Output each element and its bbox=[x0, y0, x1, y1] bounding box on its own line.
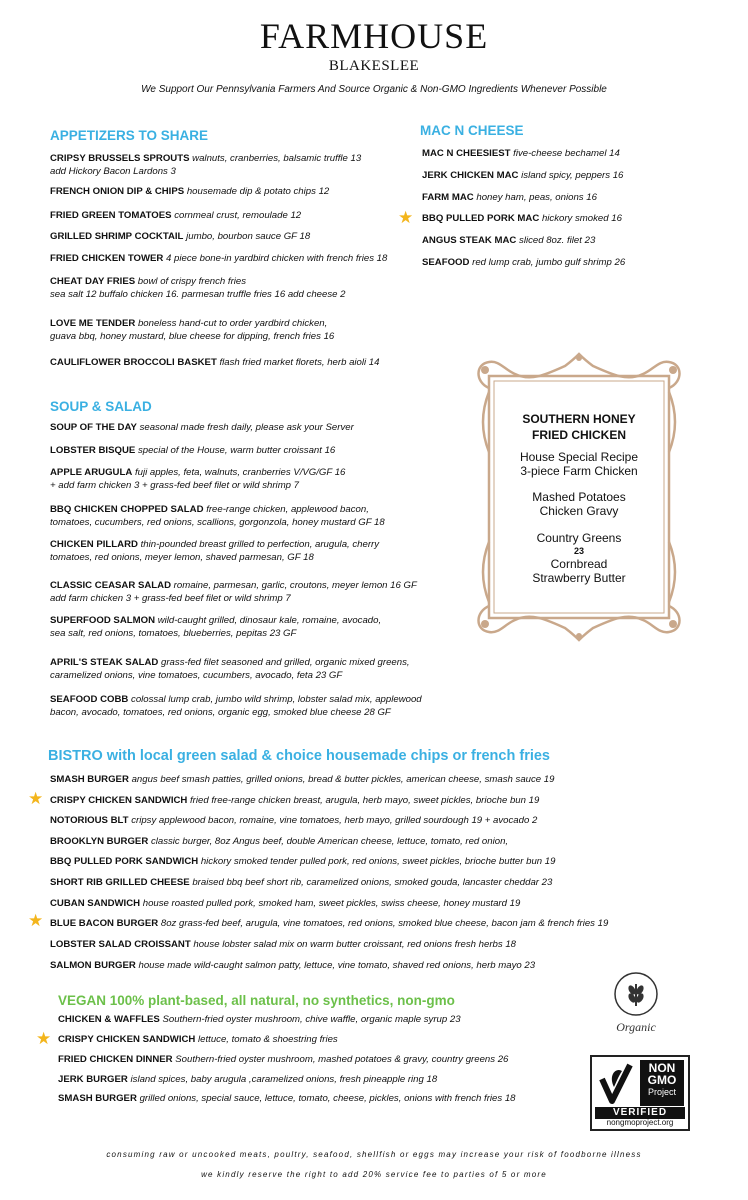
special-line: Country Greens bbox=[536, 531, 622, 545]
menu-item: SMASH BURGER angus beef smash patties, grilled onions, bread & butter pickles, american cheese, smash sauce 19 bbox=[50, 774, 555, 785]
menu-item: CRISPY CHICKEN SANDWICH fried free-range chicken breast, arugula, herb mayo, sweet pickles, brioche bun 19 bbox=[50, 795, 540, 806]
star-icon: ★ bbox=[28, 789, 44, 808]
menu-item: JERK BURGER island spices, baby arugula ,caramelized onions, fresh pineapple ring 18 bbox=[58, 1074, 438, 1085]
verified-label: VERIFIED bbox=[595, 1107, 685, 1119]
menu-item: APPLE ARUGULA fuji apples, feta, walnuts, cranberries V/VG/GF 16 + add farm chicken 3 + grass-fed beef filet or wild shrimp 7 bbox=[50, 467, 346, 491]
menu-item: CUBAN SANDWICH house roasted pulled pork, smoked ham, sweet pickles, swiss cheese, honey mustard 19 bbox=[50, 898, 521, 909]
star-icon: ★ bbox=[28, 911, 44, 930]
special-price: 23 bbox=[573, 546, 584, 556]
special-line: Strawberry Butter bbox=[532, 571, 626, 585]
menu-item: CRISPY CHICKEN SANDWICH lettuce, tomato & shoestring fries bbox=[58, 1034, 338, 1045]
special-title: FRIED CHICKEN bbox=[531, 428, 626, 442]
menu-item: LOVE ME TENDER boneless hand-cut to order yardbird chicken, guava bbq, honey mustard, blue cheese for dipping, french fries 16 bbox=[50, 318, 335, 342]
menu-item: LOBSTER BISQUE special of the House, warm butter croissant 16 bbox=[50, 445, 336, 456]
menu-item: SALMON BURGER house made wild-caught salmon patty, lettuce, vine tomato, shaved red onions, herb mayo 23 bbox=[50, 960, 536, 971]
menu-item: FRIED CHICKEN TOWER 4 piece bone-in yardbird chicken with french fries 18 bbox=[50, 253, 388, 264]
menu-item: CHEAT DAY FRIES bowl of crispy french fries sea salt 12 buffalo chicken 16. parmesan truffle fries 16 add cheese 2 bbox=[50, 276, 346, 300]
menu-item: CHICKEN & WAFFLES Southern-fried oyster mushroom, chive waffle, organic maple syrup 23 bbox=[58, 1014, 461, 1025]
project-text: Project bbox=[647, 1087, 676, 1097]
special-line: Mashed Potatoes bbox=[532, 490, 626, 504]
star-icon: ★ bbox=[36, 1029, 52, 1048]
gmo-text: GMO bbox=[647, 1073, 677, 1087]
appetizers-heading: APPETIZERS TO SHARE bbox=[50, 128, 209, 143]
menu-item: APRIL'S STEAK SALAD grass-fed filet seasoned and grilled, organic mixed greens, caramelized onions, vine tomatoes, cucumbers, avocado, feta 23 GF bbox=[50, 657, 410, 681]
bistro-heading: BISTRO with local green salad & choice housemade chips or french fries bbox=[48, 748, 550, 764]
menu-item: FRIED CHICKEN DINNER Southern-fried oyster mushroom, mashed potatoes & gravy, country greens 26 bbox=[58, 1054, 509, 1065]
service-fee-notice: we kindly reserve the right to add 20% service fee to parties of 5 or more bbox=[201, 1170, 547, 1179]
menu-item: ANGUS STEAK MAC sliced 8oz. filet 23 bbox=[422, 235, 596, 246]
menu-item: CHICKEN PILLARD thin-pounded breast grilled to perfection, arugula, cherry tomatoes, red onions, meyer lemon, shaved parmesan, GF 18 bbox=[50, 539, 380, 563]
food-safety-notice: consuming raw or uncooked meats, poultry, seafood, shellfish or eggs may increase your risk of foodborne illness bbox=[106, 1150, 642, 1159]
mac-heading: MAC N CHEESE bbox=[420, 123, 524, 138]
vegan-heading: VEGAN 100% plant-based, all natural, no synthetics, non-gmo bbox=[58, 993, 455, 1008]
menu-item: SEAFOOD COBB colossal lump crab, jumbo wild shrimp, lobster salad mix, applewood bacon, avocado, tomatoes, red onions, organic egg, smoked blue cheese 28 GF bbox=[50, 694, 422, 718]
soup-salad-heading: SOUP & SALAD bbox=[50, 399, 152, 414]
menu-item: SHORT RIB GRILLED CHEESE braised bbq beef short rib, caramelized onions, smoked gouda, lancaster cheddar 23 bbox=[50, 877, 553, 888]
special-line: Chicken Gravy bbox=[539, 504, 619, 518]
menu-item: BBQ PULLED PORK SANDWICH hickory smoked tender pulled pork, red onions, sweet pickles, brioche butter bun 19 bbox=[50, 856, 556, 867]
special-line: Cornbread bbox=[550, 557, 608, 571]
menu-item: CAULIFLOWER BROCCOLI BASKET flash fried market florets, herb aioli 14 bbox=[50, 357, 380, 368]
non-text: NON bbox=[648, 1061, 676, 1075]
restaurant-title: FARMHOUSE bbox=[259, 16, 489, 56]
menu-item: BLUE BACON BURGER 8oz grass-fed beef, arugula, vine tomatoes, red onions, smoked blue cheese, bacon jam & french fries 19 bbox=[50, 918, 609, 929]
menu-item: SMASH BURGER grilled onions, special sauce, lettuce, tomato, cheese, pickles, onions with french fries 18 bbox=[58, 1093, 516, 1104]
menu-item: CRIPSY BRUSSELS SPROUTS walnuts, cranberries, balsamic truffle 13 add Hickory Bacon Lardons 3 bbox=[50, 153, 362, 177]
special-line: 3-piece Farm Chicken bbox=[520, 464, 638, 478]
menu-item: FRIED GREEN TOMATOES cornmeal crust, remoulade 12 bbox=[50, 210, 302, 221]
menu-item: SEAFOOD red lump crab, jumbo gulf shrimp 26 bbox=[422, 257, 626, 268]
menu-item: NOTORIOUS BLT cripsy applewood bacon, romaine, vine tomatoes, herb mayo, grilled sourdough 19 + avocado 2 bbox=[50, 815, 538, 826]
menu-item: FARM MAC honey ham, peas, onions 16 bbox=[422, 192, 597, 203]
menu-item: SOUP OF THE DAY seasonal made fresh daily, please ask your Server bbox=[50, 422, 354, 433]
menu-item: MAC N CHEESIEST five-cheese bechamel 14 bbox=[422, 148, 620, 159]
tagline: We Support Our Pennsylvania Farmers And Source Organic & Non-GMO Ingredients Whenever Possible bbox=[141, 84, 607, 95]
menu-item: GRILLED SHRIMP COCKTAIL jumbo, bourbon sauce GF 18 bbox=[50, 231, 311, 242]
menu-item: JERK CHICKEN MAC island spicy, peppers 16 bbox=[422, 170, 624, 181]
menu-item: SUPERFOOD SALMON wild-caught grilled, dinosaur kale, romaine, avocado, sea salt, red onions, tomatoes, blueberries, pepitas 23 GF bbox=[50, 615, 382, 639]
menu-item: LOBSTER SALAD CROISSANT house lobster salad mix on warm butter croissant, red onions fresh herbs 18 bbox=[50, 939, 517, 950]
organic-leaf-icon bbox=[612, 970, 660, 1018]
menu-item: FRENCH ONION DIP & CHIPS housemade dip & potato chips 12 bbox=[50, 186, 330, 197]
star-icon: ★ bbox=[398, 208, 414, 227]
menu-item: BBQ PULLED PORK MAC hickory smoked 16 bbox=[422, 213, 622, 224]
nongmo-website: nongmoproject.org bbox=[606, 1118, 674, 1127]
location-subtitle: BLAKESLEE bbox=[328, 58, 420, 74]
menu-item: BBQ CHICKEN CHOPPED SALAD free-range chicken, applewood bacon, tomatoes, cucumbers, red onions, scallions, gorgonzola, honey mustard GF 18 bbox=[50, 504, 385, 528]
organic-label: Organic bbox=[616, 1020, 656, 1034]
non-gmo-box bbox=[640, 1060, 684, 1106]
special-title: SOUTHERN HONEY bbox=[522, 412, 636, 426]
butterfly-check-icon bbox=[596, 1061, 636, 1107]
menu-item: BROOKLYN BURGER classic burger, 8oz Angus beef, double American cheese, lettuce, tomato, red onion, bbox=[50, 836, 509, 847]
special-line: House Special Recipe bbox=[519, 450, 639, 464]
menu-item: CLASSIC CEASAR SALAD romaine, parmesan, garlic, croutons, meyer lemon 16 GF add farm chicken 3 + grass-fed beef filet or wild shrimp 7 bbox=[50, 580, 417, 604]
non-gmo-badge bbox=[590, 1055, 690, 1131]
